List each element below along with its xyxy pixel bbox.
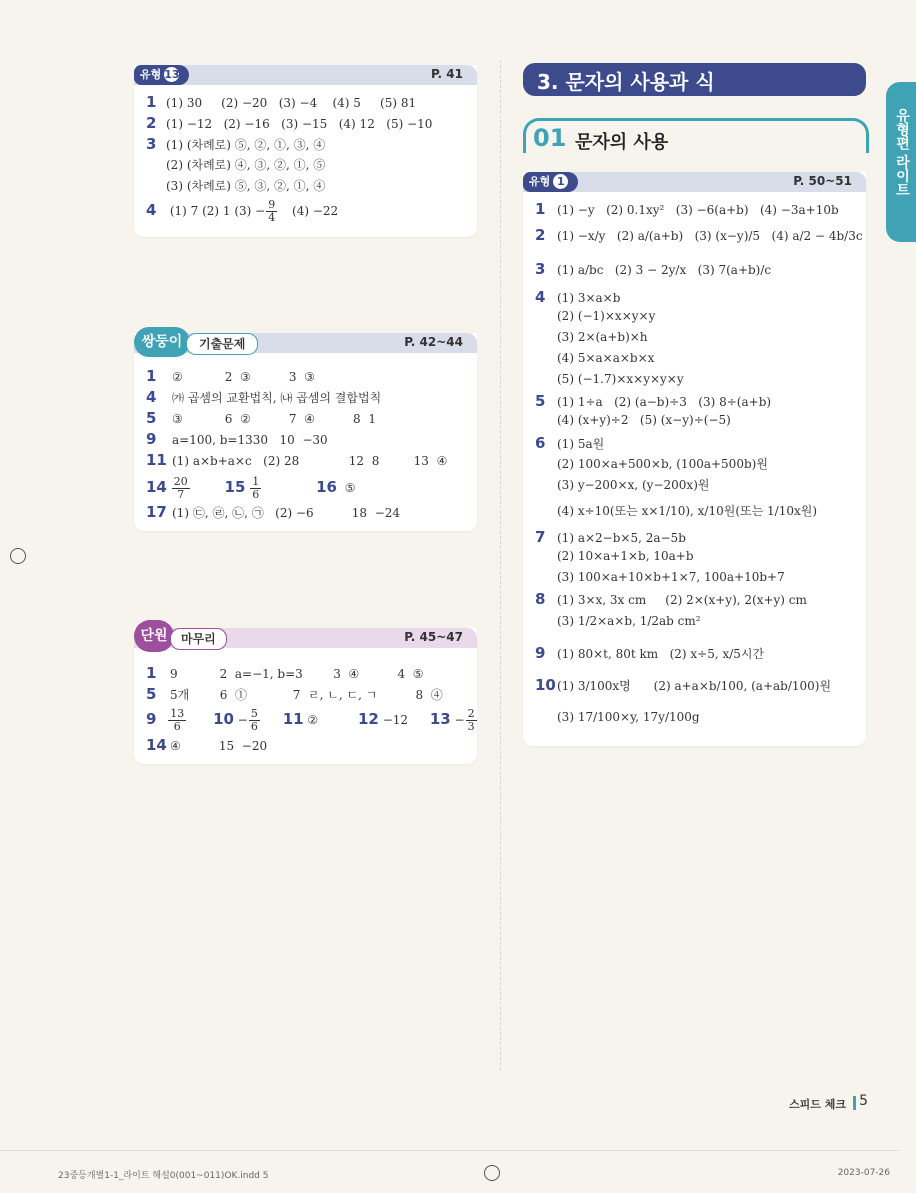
answer-row xyxy=(146,503,400,521)
question-number: 4 xyxy=(146,201,157,219)
answer-row xyxy=(146,664,423,682)
file-name: 23중등개별1-1_라이트 해설0(001~011)OK.indd 5 xyxy=(58,1171,269,1181)
answer-text: (1) a×2−b×5, 2a−5b xyxy=(557,531,686,545)
answer-text: (4) x÷10(또는 x×1/10), x/10원(또는 1/10x원) xyxy=(557,504,818,518)
answer-row xyxy=(146,685,443,703)
answer-row xyxy=(146,409,376,427)
question-number: 3 xyxy=(146,135,157,153)
type-number: 1 xyxy=(553,174,568,189)
question-number: 16 xyxy=(316,478,337,496)
answer-text: (2) 10×a+1×b, 10a+b xyxy=(557,549,694,563)
answer-row xyxy=(535,590,807,608)
question-number: 15 xyxy=(224,478,246,496)
answer-row xyxy=(146,199,338,224)
page-ref: P. 45~47 xyxy=(404,630,463,644)
answer-row xyxy=(535,614,701,628)
question-number: 17 xyxy=(146,503,167,521)
answer-text: (1) 3/100x명 (2) a+a×b/100, (a+ab/100)원 xyxy=(557,679,832,693)
answer-row xyxy=(535,351,654,365)
answer-row xyxy=(535,710,700,724)
answer-text: (3) 2×(a+b)×h xyxy=(557,330,648,344)
answer-text: ② xyxy=(307,713,319,727)
answer-row xyxy=(535,260,771,278)
answer-row xyxy=(146,367,315,385)
question-number: 4 xyxy=(535,288,546,306)
type-label: 유형 xyxy=(140,68,162,81)
question-number: 8 xyxy=(535,590,546,608)
answer-row xyxy=(535,676,831,694)
answer-row xyxy=(146,93,416,111)
question-number: 1 xyxy=(146,367,157,385)
answer-box-type13 xyxy=(134,65,477,237)
fraction: $\frac{1}{6}$ xyxy=(252,475,260,501)
answer-text: (2) 100×a+500×b, (100a+500b)원 xyxy=(557,457,768,471)
answer-row xyxy=(535,330,648,344)
question-number: 4 xyxy=(146,388,157,406)
answer-box-twin xyxy=(134,333,477,531)
answer-row xyxy=(535,288,620,306)
section-number: 01 xyxy=(533,124,567,152)
answer-row xyxy=(146,156,325,173)
answer-text: (3) 1/2×a×b, 1/2ab cm² xyxy=(557,614,701,628)
question-number: 14 xyxy=(146,478,167,496)
answer-text: 9 2 a=−1, b=3 3 ④ 4 ⑤ xyxy=(170,667,424,681)
answer-text: (4) 5×a×a×b×x xyxy=(557,351,655,365)
answer-text: (2) (−1)×x×y×y xyxy=(557,309,656,323)
answer-row xyxy=(146,451,447,469)
footer xyxy=(0,1090,900,1120)
question-number: 6 xyxy=(535,434,546,452)
chapter-title-bar xyxy=(523,63,866,96)
answer-row xyxy=(146,114,432,132)
question-number: 2 xyxy=(146,114,157,132)
side-tab-label: 유형편 라이트 xyxy=(894,108,910,197)
print-date: 2023-07-26 xyxy=(837,1168,890,1178)
question-number: 9 xyxy=(535,644,546,662)
answer-text: 5개 6 ① 7 ㄹ, ㄴ, ㄷ, ㄱ 8 ④ xyxy=(170,688,443,702)
answer-row xyxy=(146,135,325,153)
fraction: $\frac{20}{7}$ xyxy=(173,475,188,501)
footer-divider xyxy=(853,1096,856,1110)
type-tag xyxy=(523,172,578,192)
fraction: $\frac{13}{6}$ xyxy=(170,707,185,733)
answer-box-type1 xyxy=(523,172,866,746)
question-number: 5 xyxy=(146,409,157,427)
answer-text: ④ 15 −20 xyxy=(170,739,268,753)
answer-row xyxy=(146,177,325,194)
question-number: 13 xyxy=(429,710,451,728)
answer-text: (4) (x+y)÷2 (5) (x−y)÷(−5) xyxy=(557,413,731,427)
question-number: 9 xyxy=(146,710,157,728)
footer-label: 스피드 체크 xyxy=(789,1098,846,1111)
answer-text: (3) 17/100×y, 17y/100g xyxy=(557,710,700,724)
answer-box-unit-review xyxy=(134,628,477,764)
answer-row xyxy=(535,476,709,493)
page-number: 5 xyxy=(859,1093,868,1109)
type-tag xyxy=(134,65,189,85)
answer-text: (1) 3×x, 3x cm (2) 2×(x+y), 2(x+y) cm xyxy=(557,593,807,607)
type-label: 유형 xyxy=(529,175,551,188)
answer-row xyxy=(535,200,839,218)
question-number: 2 xyxy=(535,226,546,244)
answer-row: 9 $\frac{13}{6}$ 10 − $\frac{5}{6}$ 11 ② 12 −12 13 − $\frac{2}{3}$ xyxy=(146,707,475,733)
question-number: 10 xyxy=(213,710,234,728)
answer-row xyxy=(535,455,768,472)
answer-row xyxy=(535,549,694,563)
answer-text: −12 xyxy=(382,713,409,727)
answer-text: a=100, b=1330 10 −30 xyxy=(172,433,328,447)
answer-text: ⑤ xyxy=(344,481,356,495)
answer-text: (1) −12 (2) −16 (3) −15 (4) 12 (5) −10 xyxy=(166,117,433,131)
answer-text: (1) (차례로) ⑤, ②, ①, ③, ④ xyxy=(166,138,326,152)
answer-text: (1) 30 (2) −20 (3) −4 (4) 5 (5) 81 xyxy=(166,96,417,110)
fraction: $\frac{5}{6}$ xyxy=(250,707,258,733)
side-tab xyxy=(886,82,916,242)
answer-row xyxy=(146,736,267,754)
answer-row xyxy=(535,644,764,662)
answer-row xyxy=(535,392,771,410)
answer-text: (1) −x/y (2) a/(a+b) (3) (x−y)/5 (4) a/2 − 4b/3c xyxy=(557,229,863,243)
question-number: 10 xyxy=(535,676,556,694)
answer-text: (1) a/bc (2) 3 − 2y/x (3) 7(a+b)/c xyxy=(557,263,772,277)
answer-row xyxy=(535,434,604,452)
question-number: 7 xyxy=(535,528,546,546)
question-number: 3 xyxy=(535,260,546,278)
page-ref: P. 41 xyxy=(430,67,463,81)
twin-badge: 쌍둥이 xyxy=(134,327,190,357)
question-number: 9 xyxy=(146,430,157,448)
chapter-title: 3. 문자의 사용과 식 xyxy=(537,70,715,94)
answer-text: (1) 3×a×b xyxy=(557,291,621,305)
fraction: $\frac{9}{4}$ xyxy=(268,198,276,224)
type-number: 13 xyxy=(164,68,180,81)
answer-text: (1) 80×t, 80t km (2) x÷5, x/5시간 xyxy=(557,647,765,661)
answer-row xyxy=(535,309,655,323)
page-ref: P. 42~44 xyxy=(404,335,463,349)
answer-text: (3) 100×a+10×b+1×7, 100a+10b+7 xyxy=(557,570,785,584)
answer-text: (5) (−1.7)×x×y×y×y xyxy=(557,372,684,386)
answer-text: (1) ㉢, ㉣, ㉡, ㉠ (2) −6 18 −24 xyxy=(172,506,401,520)
answer-text: (2) (차례로) ④, ③, ②, ①, ⑤ xyxy=(166,158,326,172)
unit-label: 마무리 xyxy=(170,628,227,650)
answer-row xyxy=(535,570,785,584)
question-number: 11 xyxy=(282,710,304,728)
answer-text: (1) 5a원 xyxy=(557,437,605,451)
page-ref: P. 50~51 xyxy=(793,174,852,188)
answer-row xyxy=(146,388,381,406)
answer-text: (1) 7 (2) 1 (3) − xyxy=(169,204,266,218)
answer-row xyxy=(146,430,328,448)
fraction: $\frac{2}{3}$ xyxy=(467,707,475,733)
question-number: 1 xyxy=(146,664,157,682)
section-header xyxy=(523,118,866,158)
answer-text: (1) 1÷a (2) (a−b)÷3 (3) 8÷(a+b) xyxy=(557,395,772,409)
answer-text: (1) a×b+a×c (2) 28 12 8 13 ④ xyxy=(172,454,448,468)
question-number: 11 xyxy=(146,451,167,469)
answer-row xyxy=(535,372,684,386)
section-title: 문자의 사용 xyxy=(575,132,669,153)
question-number: 5 xyxy=(535,392,546,410)
answer-row xyxy=(146,476,356,501)
registration-mark-icon xyxy=(10,548,26,564)
answer-row xyxy=(535,226,863,244)
registration-mark-icon xyxy=(484,1165,500,1181)
answer-text: ③ 6 ② 7 ④ 8 1 xyxy=(172,412,376,426)
answer-text: (3) (차례로) ⑤, ③, ②, ①, ④ xyxy=(166,179,326,193)
answer-row xyxy=(535,413,731,427)
question-number: 1 xyxy=(146,93,157,111)
answer-text: (3) y−200×x, (y−200x)원 xyxy=(557,478,710,492)
question-number: 1 xyxy=(535,200,546,218)
answer-row xyxy=(535,528,686,546)
unit-badge: 단원 xyxy=(134,620,174,652)
column-divider xyxy=(500,60,501,1070)
answer-text: ㈎ 곱셈의 교환법칙, ㈏ 곱셈의 결합법칙 xyxy=(172,391,382,405)
question-number: 12 xyxy=(357,710,379,728)
answer-row xyxy=(535,502,817,519)
question-number: 14 xyxy=(146,736,167,754)
answer-text: (1) −y (2) 0.1xy² (3) −6(a+b) (4) −3a+10b xyxy=(557,203,839,217)
answer-text: ② 2 ③ 3 ③ xyxy=(172,370,315,384)
question-number: 5 xyxy=(146,685,157,703)
answer-text: (4) −22 xyxy=(292,204,339,218)
twin-label: 기출문제 xyxy=(186,333,258,355)
slug-line xyxy=(0,1150,900,1151)
